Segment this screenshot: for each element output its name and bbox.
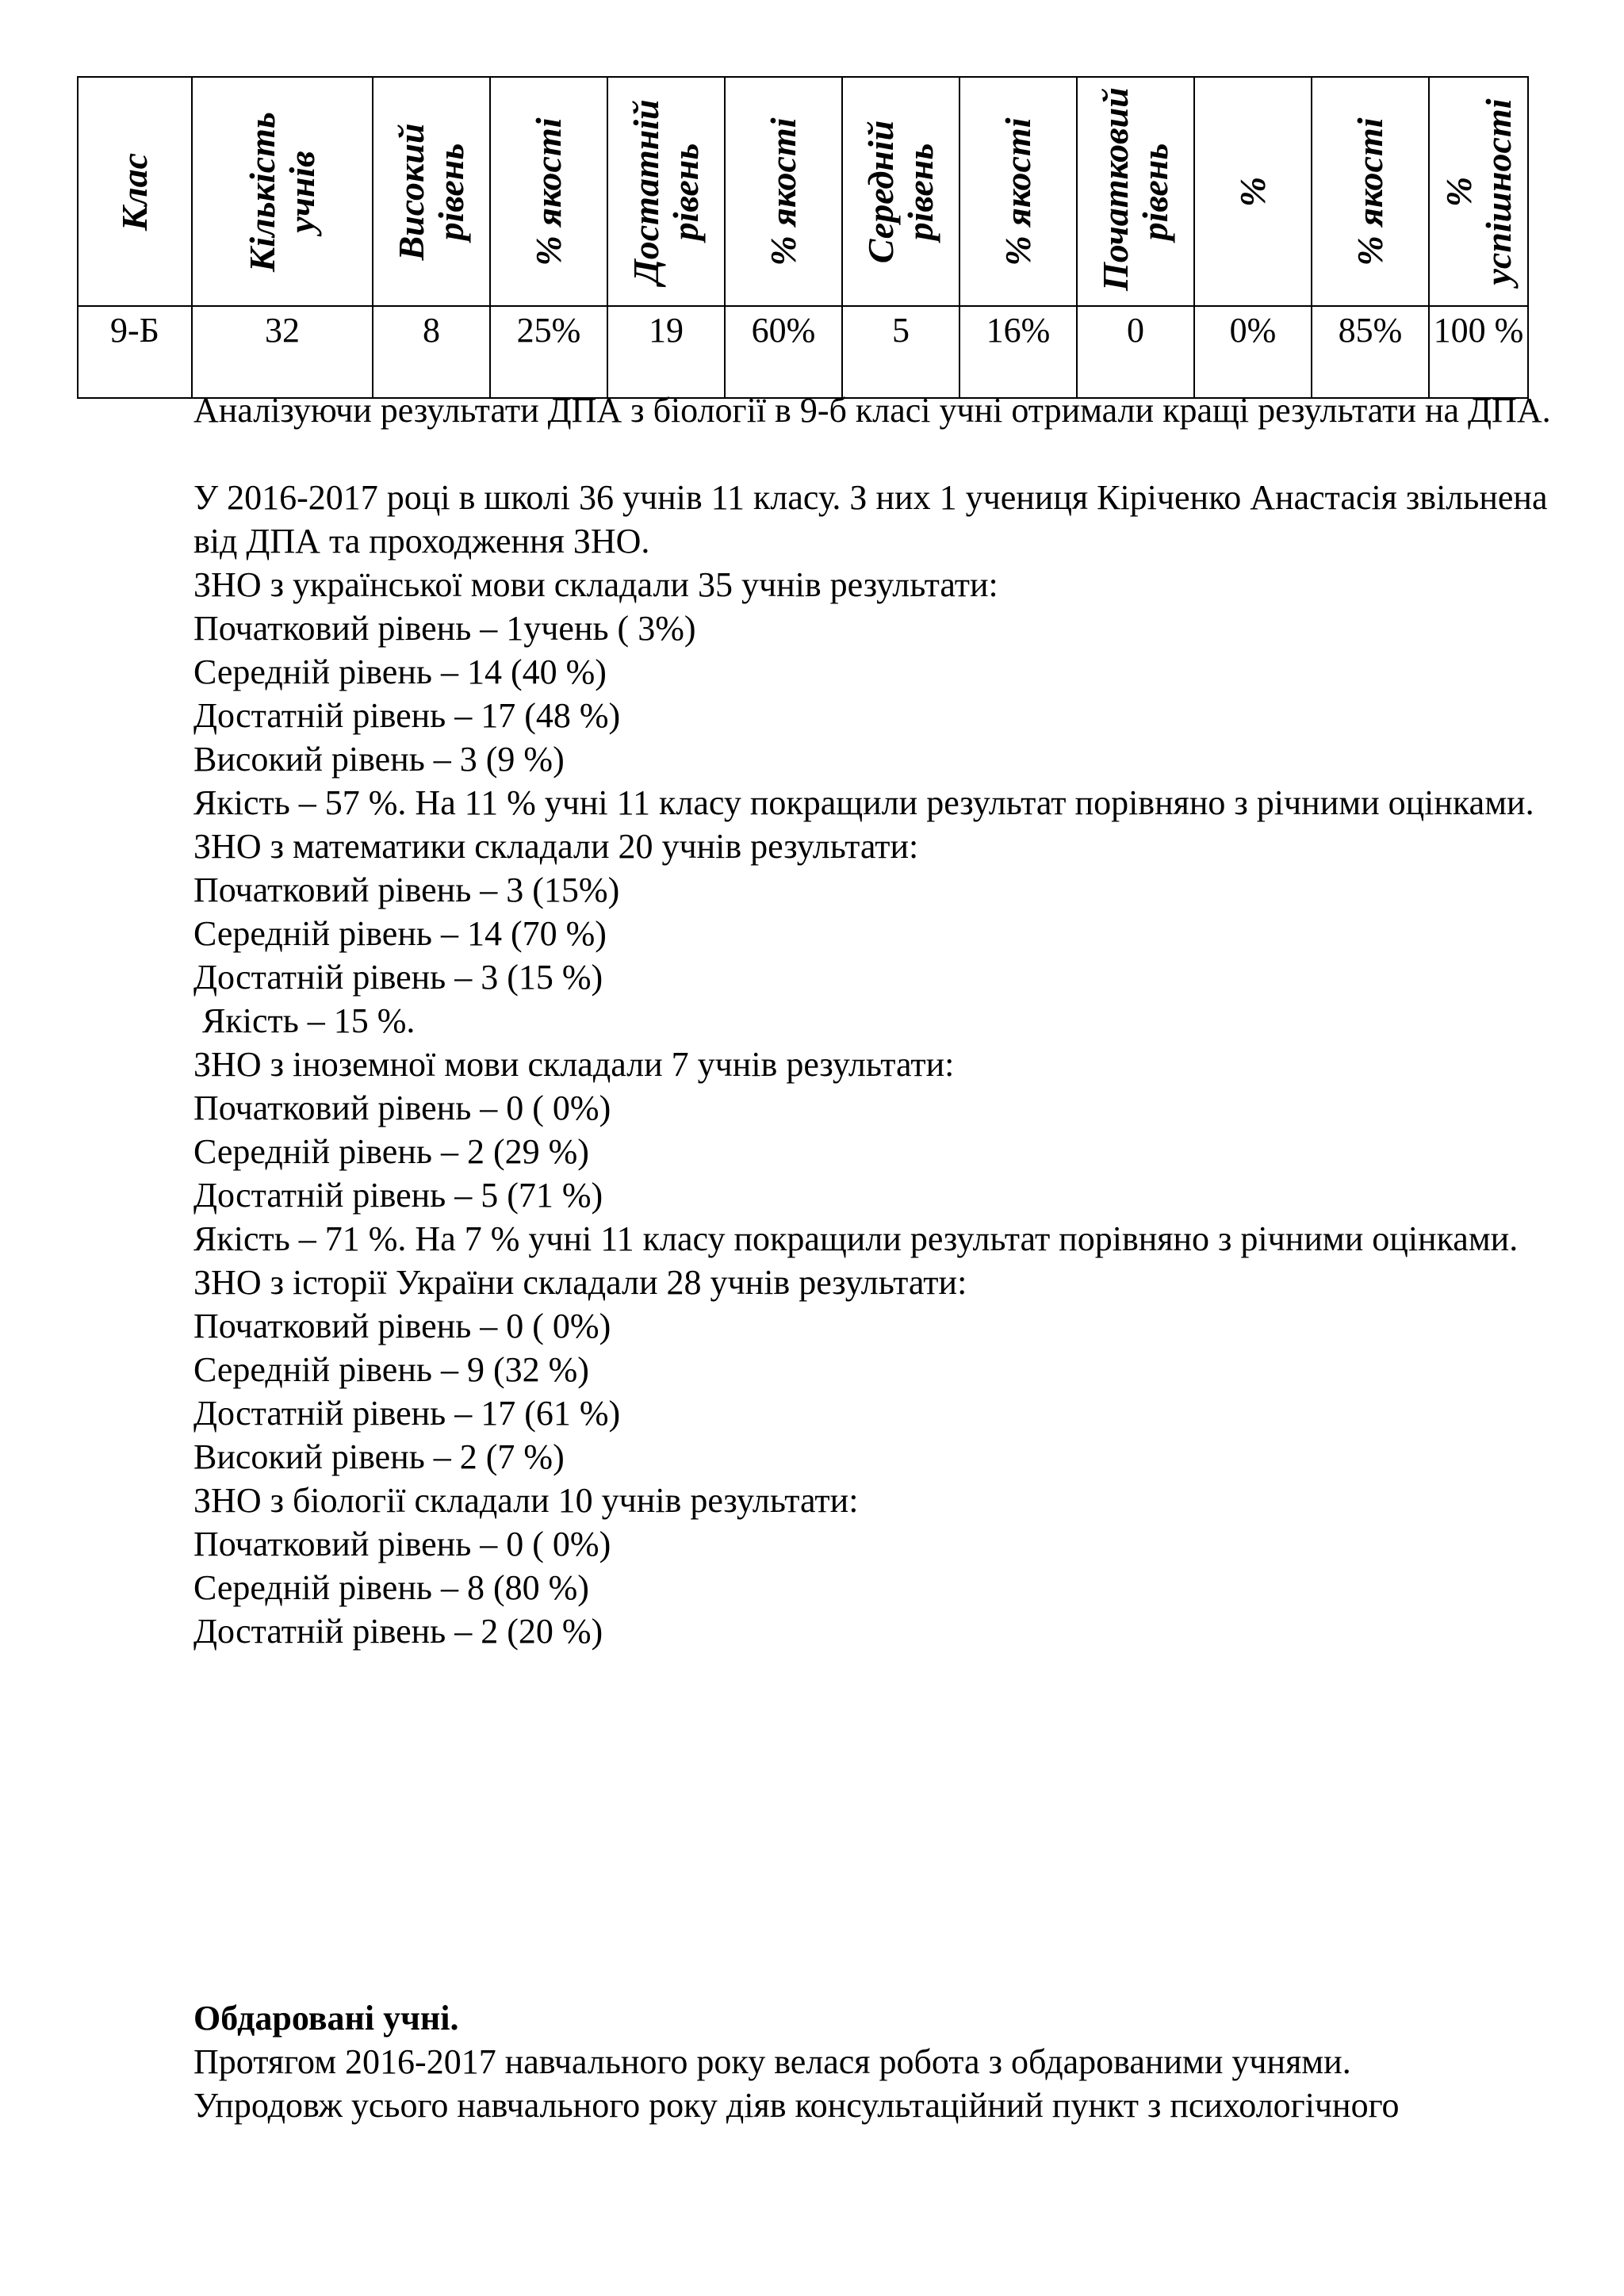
header-cell: % якості	[490, 77, 607, 306]
table-cell: 85%	[1312, 306, 1429, 398]
text-line: Якість – 57 %. На 11 % учні 11 класу покращили результат порівняно з річними оцінками.	[193, 783, 1534, 822]
text-line: Середній рівень – 2 (29 %)	[193, 1132, 589, 1171]
table-cell: 9-Б	[78, 306, 192, 398]
text-line: Середній рівень – 14 (70 %)	[193, 914, 607, 953]
blank-line	[193, 432, 1557, 476]
table-cell: 5	[842, 306, 959, 398]
text-line: Достатній рівень – 17 (48 %)	[193, 696, 621, 735]
table-header-row	[78, 77, 1528, 306]
text-line: Достатній рівень – 5 (71 %)	[193, 1176, 603, 1215]
text-line: ЗНО з іноземної мови складали 7 учнів результати:	[193, 1045, 955, 1084]
text-line: Високий рівень – 2 (7 %)	[193, 1437, 565, 1476]
text-line: Якість – 71 %. На 7 % учні 11 класу покращили результат порівняно з річними оцінками.	[193, 1219, 1519, 1258]
table-cell: 60%	[725, 306, 842, 398]
text-line: Початковий рівень – 0 ( 0%)	[193, 1525, 611, 1563]
text-line: Якість – 15 %.	[193, 1001, 416, 1040]
text-line: ЗНО з історії України складали 28 учнів результати:	[193, 1263, 967, 1302]
text-line: Достатній рівень – 3 (15 %)	[193, 958, 603, 997]
header-cell: Достатній рівень	[607, 77, 725, 306]
section-heading: Обдаровані учні.	[193, 1999, 459, 2038]
header-cell: Високий рівень	[373, 77, 490, 306]
header-cell: Клас	[78, 77, 192, 306]
table-cell: 19	[607, 306, 725, 398]
analysis-paragraph: Аналізуючи результати ДПА з біології в 9-б класі учні отримали кращі результати на ДПА.	[193, 391, 1551, 430]
header-cell: % якості	[1312, 77, 1429, 306]
text-line: Достатній рівень – 17 (61 %)	[193, 1394, 621, 1433]
header-cell: Кількість учнів	[192, 77, 373, 306]
text-line: Протягом 2016-2017 навчального року велася робота з обдарованими учнями.	[193, 2042, 1351, 2081]
intro-paragraph: У 2016-2017 році в школі 36 учнів 11 класу. З них 1 учениця Кіріченко Анастасія звільнена від ДПА та проходження ЗНО.	[193, 478, 1548, 561]
text-line: Середній рівень – 9 (32 %)	[193, 1350, 589, 1389]
text-line: ЗНО з біології складали 10 учнів результати:	[193, 1481, 859, 1520]
header-cell: % якості	[959, 77, 1077, 306]
table-cell: 25%	[490, 306, 607, 398]
results-table	[77, 76, 1529, 399]
header-cell: % якості	[725, 77, 842, 306]
table-cell: 32	[192, 306, 373, 398]
text-line: Середній рівень – 8 (80 %)	[193, 1568, 589, 1607]
header-cell: Початковий рівень	[1077, 77, 1194, 306]
text-line: Початковий рівень – 0 ( 0%)	[193, 1307, 611, 1345]
table-cell: 0	[1077, 306, 1194, 398]
table-cell: 16%	[959, 306, 1077, 398]
text-line: Початковий рівень – 0 ( 0%)	[193, 1089, 611, 1127]
text-line: Високий рівень – 3 (9 %)	[193, 740, 565, 779]
text-line: Достатній рівень – 2 (20 %)	[193, 1612, 603, 1651]
table-cell: 8	[373, 306, 490, 398]
table-cell: 100 %	[1429, 306, 1528, 398]
text-line: ЗНО з української мови складали 35 учнів результати:	[193, 565, 998, 604]
text-line: Середній рівень – 14 (40 %)	[193, 652, 607, 691]
header-cell: %	[1194, 77, 1312, 306]
table-row	[78, 306, 1528, 398]
text-line: Початковий рівень – 1учень ( 3%)	[193, 609, 696, 648]
text-line: Упродовж усього навчального року діяв консультаційний пункт з психологічного	[193, 2086, 1400, 2125]
body-text	[193, 388, 1557, 1653]
header-cell: Середній рівень	[842, 77, 959, 306]
gifted-section	[193, 1996, 1557, 2127]
table-cell: 0%	[1194, 306, 1312, 398]
text-line: Початковий рівень – 3 (15%)	[193, 871, 620, 909]
text-line: ЗНО з математики складали 20 учнів результати:	[193, 827, 919, 866]
header-cell: % успішності	[1429, 77, 1528, 306]
